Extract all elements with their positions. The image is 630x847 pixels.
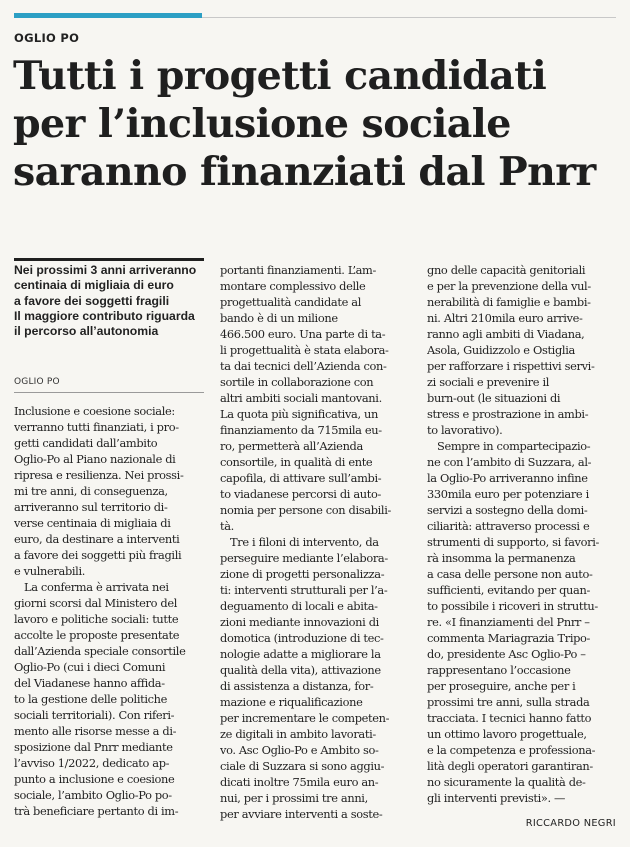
summary-line: centinaia di migliaia di euro xyxy=(14,278,174,293)
body-text-line: dicati inoltre 75mila euro an- xyxy=(220,775,379,789)
headline xyxy=(13,52,618,196)
headline-line: per l’inclusione sociale xyxy=(13,101,511,147)
body-text-line: commenta Mariagrazia Tripo- xyxy=(427,631,591,645)
body-text-line: tà. xyxy=(220,519,234,533)
body-text-line: montare complessivo delle xyxy=(220,279,366,293)
body-text-line: finanziamento da 715mila eu- xyxy=(220,423,382,437)
body-text-line: sociali territoriali). Con riferi- xyxy=(14,708,175,722)
body-text-line: burn-out (le situazioni di xyxy=(427,391,561,405)
body-text-line: re. «I finanziamenti del Pnrr – xyxy=(427,615,590,629)
body-text-line: servizi a sostegno della domi- xyxy=(427,503,588,517)
body-text-line: nui, per i prossimi tre anni, xyxy=(220,791,368,805)
body-text-line: stress e prostrazione in ambi- xyxy=(427,407,589,421)
body-text-line: Asola, Guidizzolo e Ostiglia xyxy=(427,343,575,357)
body-text-line: lità degli operatori garantiran- xyxy=(427,759,593,773)
headline-line: saranno finanziati dal Pnrr xyxy=(13,149,596,195)
body-text-line: sociale, l’ambito Oglio-Po po- xyxy=(14,788,172,802)
body-text-line: no sicuramente la qualità de- xyxy=(427,775,586,789)
body-text-line: ro, permetterà all’Azienda xyxy=(220,439,363,453)
body-text-line: ciliarità: attraverso processi e xyxy=(427,519,590,533)
body-text-line: trà beneficiare pertanto di im- xyxy=(14,804,179,818)
body-text-line: La conferma è arrivata nei xyxy=(24,580,169,594)
body-text-line: vo. Asc Oglio-Po e Ambito so- xyxy=(220,743,379,757)
body-column-3 xyxy=(427,262,619,806)
body-text-line: e vulnerabili. xyxy=(14,564,86,578)
body-text-line: sufficienti, evitando per quan- xyxy=(427,583,590,597)
summary xyxy=(14,263,206,339)
body-text-line: euro, da destinare a interventi xyxy=(14,532,180,546)
body-text-line: e la competenza e professiona- xyxy=(427,743,596,757)
byline: RICCARDO NEGRI xyxy=(525,818,616,829)
body-text-line: Inclusione e coesione sociale: xyxy=(14,404,175,418)
body-text-line: ripresa e resilienza. Nei prossi- xyxy=(14,468,184,482)
body-text-line: La quota più significativa, un xyxy=(220,407,378,421)
body-text-line: to lavorativo). xyxy=(427,423,503,437)
body-text-line: ti: interventi strutturali per l’a- xyxy=(220,583,388,597)
body-text-line: Oglio-Po al Piano nazionale di xyxy=(14,452,176,466)
body-text-line: giorni scorsi dal Ministero del xyxy=(14,596,178,610)
body-text-line: nerabilità di famiglie e bambi- xyxy=(427,295,591,309)
body-text-line: 466.500 euro. Una parte di ta- xyxy=(220,327,386,341)
body-text-line: mazione e riqualificazione xyxy=(220,695,363,709)
body-text-line: e per la prevenzione della vul- xyxy=(427,279,591,293)
summary-line: a favore dei soggetti fragili xyxy=(14,293,170,308)
section-accent-bar xyxy=(14,13,202,18)
body-column-2 xyxy=(220,262,412,822)
body-text-line: zione di progetti personalizza- xyxy=(220,567,385,581)
body-text-line: lavoro e politiche sociali: tutte xyxy=(14,612,179,626)
body-text-line: sposizione dal Pnrr mediante xyxy=(14,740,173,754)
body-text-line: altri ambiti sociali mantovani. xyxy=(220,391,382,405)
body-text-line: ta dai tecnici dell’Azienda con- xyxy=(220,359,387,373)
body-text-line: ze digitali in ambito lavorati- xyxy=(220,727,376,741)
body-text-line: mento alle risorse messe a di- xyxy=(14,724,177,738)
body-text-line: qualità della vita), attivazione xyxy=(220,663,381,677)
body-text-line: a favore dei soggetti più fragili xyxy=(14,548,182,562)
body-text-line: to la gestione delle politiche xyxy=(14,692,168,706)
body-text-line: punto a inclusione e coesione xyxy=(14,772,175,786)
body-text-line: mi tre anni, di conseguenza, xyxy=(14,484,168,498)
body-text-line: nologie adatte a migliorare la xyxy=(220,647,381,661)
body-text-line: del Viadanese hanno affida- xyxy=(14,676,165,690)
body-text-line: ni. Altri 210mila euro arrive- xyxy=(427,311,583,325)
body-text-line: zioni mediante innovazioni di xyxy=(220,615,379,629)
summary-line: il percorso all’autonomia xyxy=(14,324,159,339)
body-text-line: ne con l’ambito di Suzzara, al- xyxy=(427,455,592,469)
body-text-line: accolte le proposte presentate xyxy=(14,628,180,642)
summary-rule xyxy=(14,258,204,261)
body-text-line: Tre i filoni di intervento, da xyxy=(230,535,379,549)
dateline-rule xyxy=(14,392,204,393)
body-text-line: bando è di un milione xyxy=(220,311,338,325)
body-text-line: l’avviso 1/2022, dedicato ap- xyxy=(14,756,170,770)
body-text-line: gli interventi previsti». — xyxy=(427,791,566,805)
body-text-line: to possibile i ricoveri in struttu- xyxy=(427,599,598,613)
body-text-line: Sempre in compartecipazio- xyxy=(437,439,591,453)
body-text-line: 330mila euro per potenziare i xyxy=(427,487,589,501)
body-text-line: per avviare interventi a soste- xyxy=(220,807,383,821)
body-text-line: rappresentano l’occasione xyxy=(427,663,571,677)
body-text-line: Oglio-Po (cui i dieci Comuni xyxy=(14,660,166,674)
body-text-line: verse centinaia di migliaia di xyxy=(14,516,171,530)
body-text-line: prossimi tre anni, sulla strada xyxy=(427,695,590,709)
summary-line: Il maggiore contributo riguarda xyxy=(14,308,195,323)
body-text-line: di assistenza a distanza, for- xyxy=(220,679,374,693)
body-text-line: verranno tutti finanziati, i pro- xyxy=(14,420,179,434)
body-text-line: perseguire mediante l’elabora- xyxy=(220,551,388,565)
body-text-line: consortile, in qualità di ente xyxy=(220,455,373,469)
body-text-line: tracciata. I tecnici hanno fatto xyxy=(427,711,592,725)
body-text-line: sortile in collaborazione con xyxy=(220,375,374,389)
body-text-line: per incrementare le competen- xyxy=(220,711,390,725)
body-text-line: a casa delle persone non auto- xyxy=(427,567,593,581)
body-text-line: gno delle capacità genitoriali xyxy=(427,263,586,277)
body-text-line: un ottimo lavoro progettuale, xyxy=(427,727,587,741)
body-text-line: rà insomma la permanenza xyxy=(427,551,576,565)
headline-line: Tutti i progetti candidati xyxy=(13,53,547,99)
section-tag: OGLIO PO xyxy=(14,31,80,45)
dateline: OGLIO PO xyxy=(14,377,60,387)
body-text-line: progettualità candidate al xyxy=(220,295,361,309)
body-text-line: do, presidente Asc Oglio-Po – xyxy=(427,647,586,661)
body-text-line: portanti finanziamenti. L’am- xyxy=(220,263,376,277)
body-text-line: ranno agli ambiti di Viadana, xyxy=(427,327,585,341)
body-text-line: per rafforzare i rispettivi servi- xyxy=(427,359,595,373)
body-text-line: nomia per persone con disabili- xyxy=(220,503,392,517)
body-text-line: la Oglio-Po arriveranno infine xyxy=(427,471,588,485)
body-text-line: getti candidati dall’ambito xyxy=(14,436,158,450)
body-text-line: to viadanese percorsi di auto- xyxy=(220,487,382,501)
body-text-line: arriveranno sul territorio di- xyxy=(14,500,168,514)
body-text-line: domotica (introduzione di tec- xyxy=(220,631,384,645)
body-column-1 xyxy=(14,403,206,819)
body-text-line: dall’Azienda speciale consortile xyxy=(14,644,186,658)
body-text-line: zi sociali e prevenire il xyxy=(427,375,550,389)
body-text-line: per proseguire, anche per i xyxy=(427,679,576,693)
body-text-line: li progettualità è stata elabora- xyxy=(220,343,389,357)
summary-line: Nei prossimi 3 anni arriveranno xyxy=(14,263,197,277)
body-text-line: strumenti di supporto, si favori- xyxy=(427,535,600,549)
body-text-line: capofila, di attivare sull’ambi- xyxy=(220,471,382,485)
body-text-line: deguamento di locali e abita- xyxy=(220,599,378,613)
header-rule xyxy=(202,17,616,18)
body-text-line: ciale di Suzzara si sono aggiu- xyxy=(220,759,385,773)
